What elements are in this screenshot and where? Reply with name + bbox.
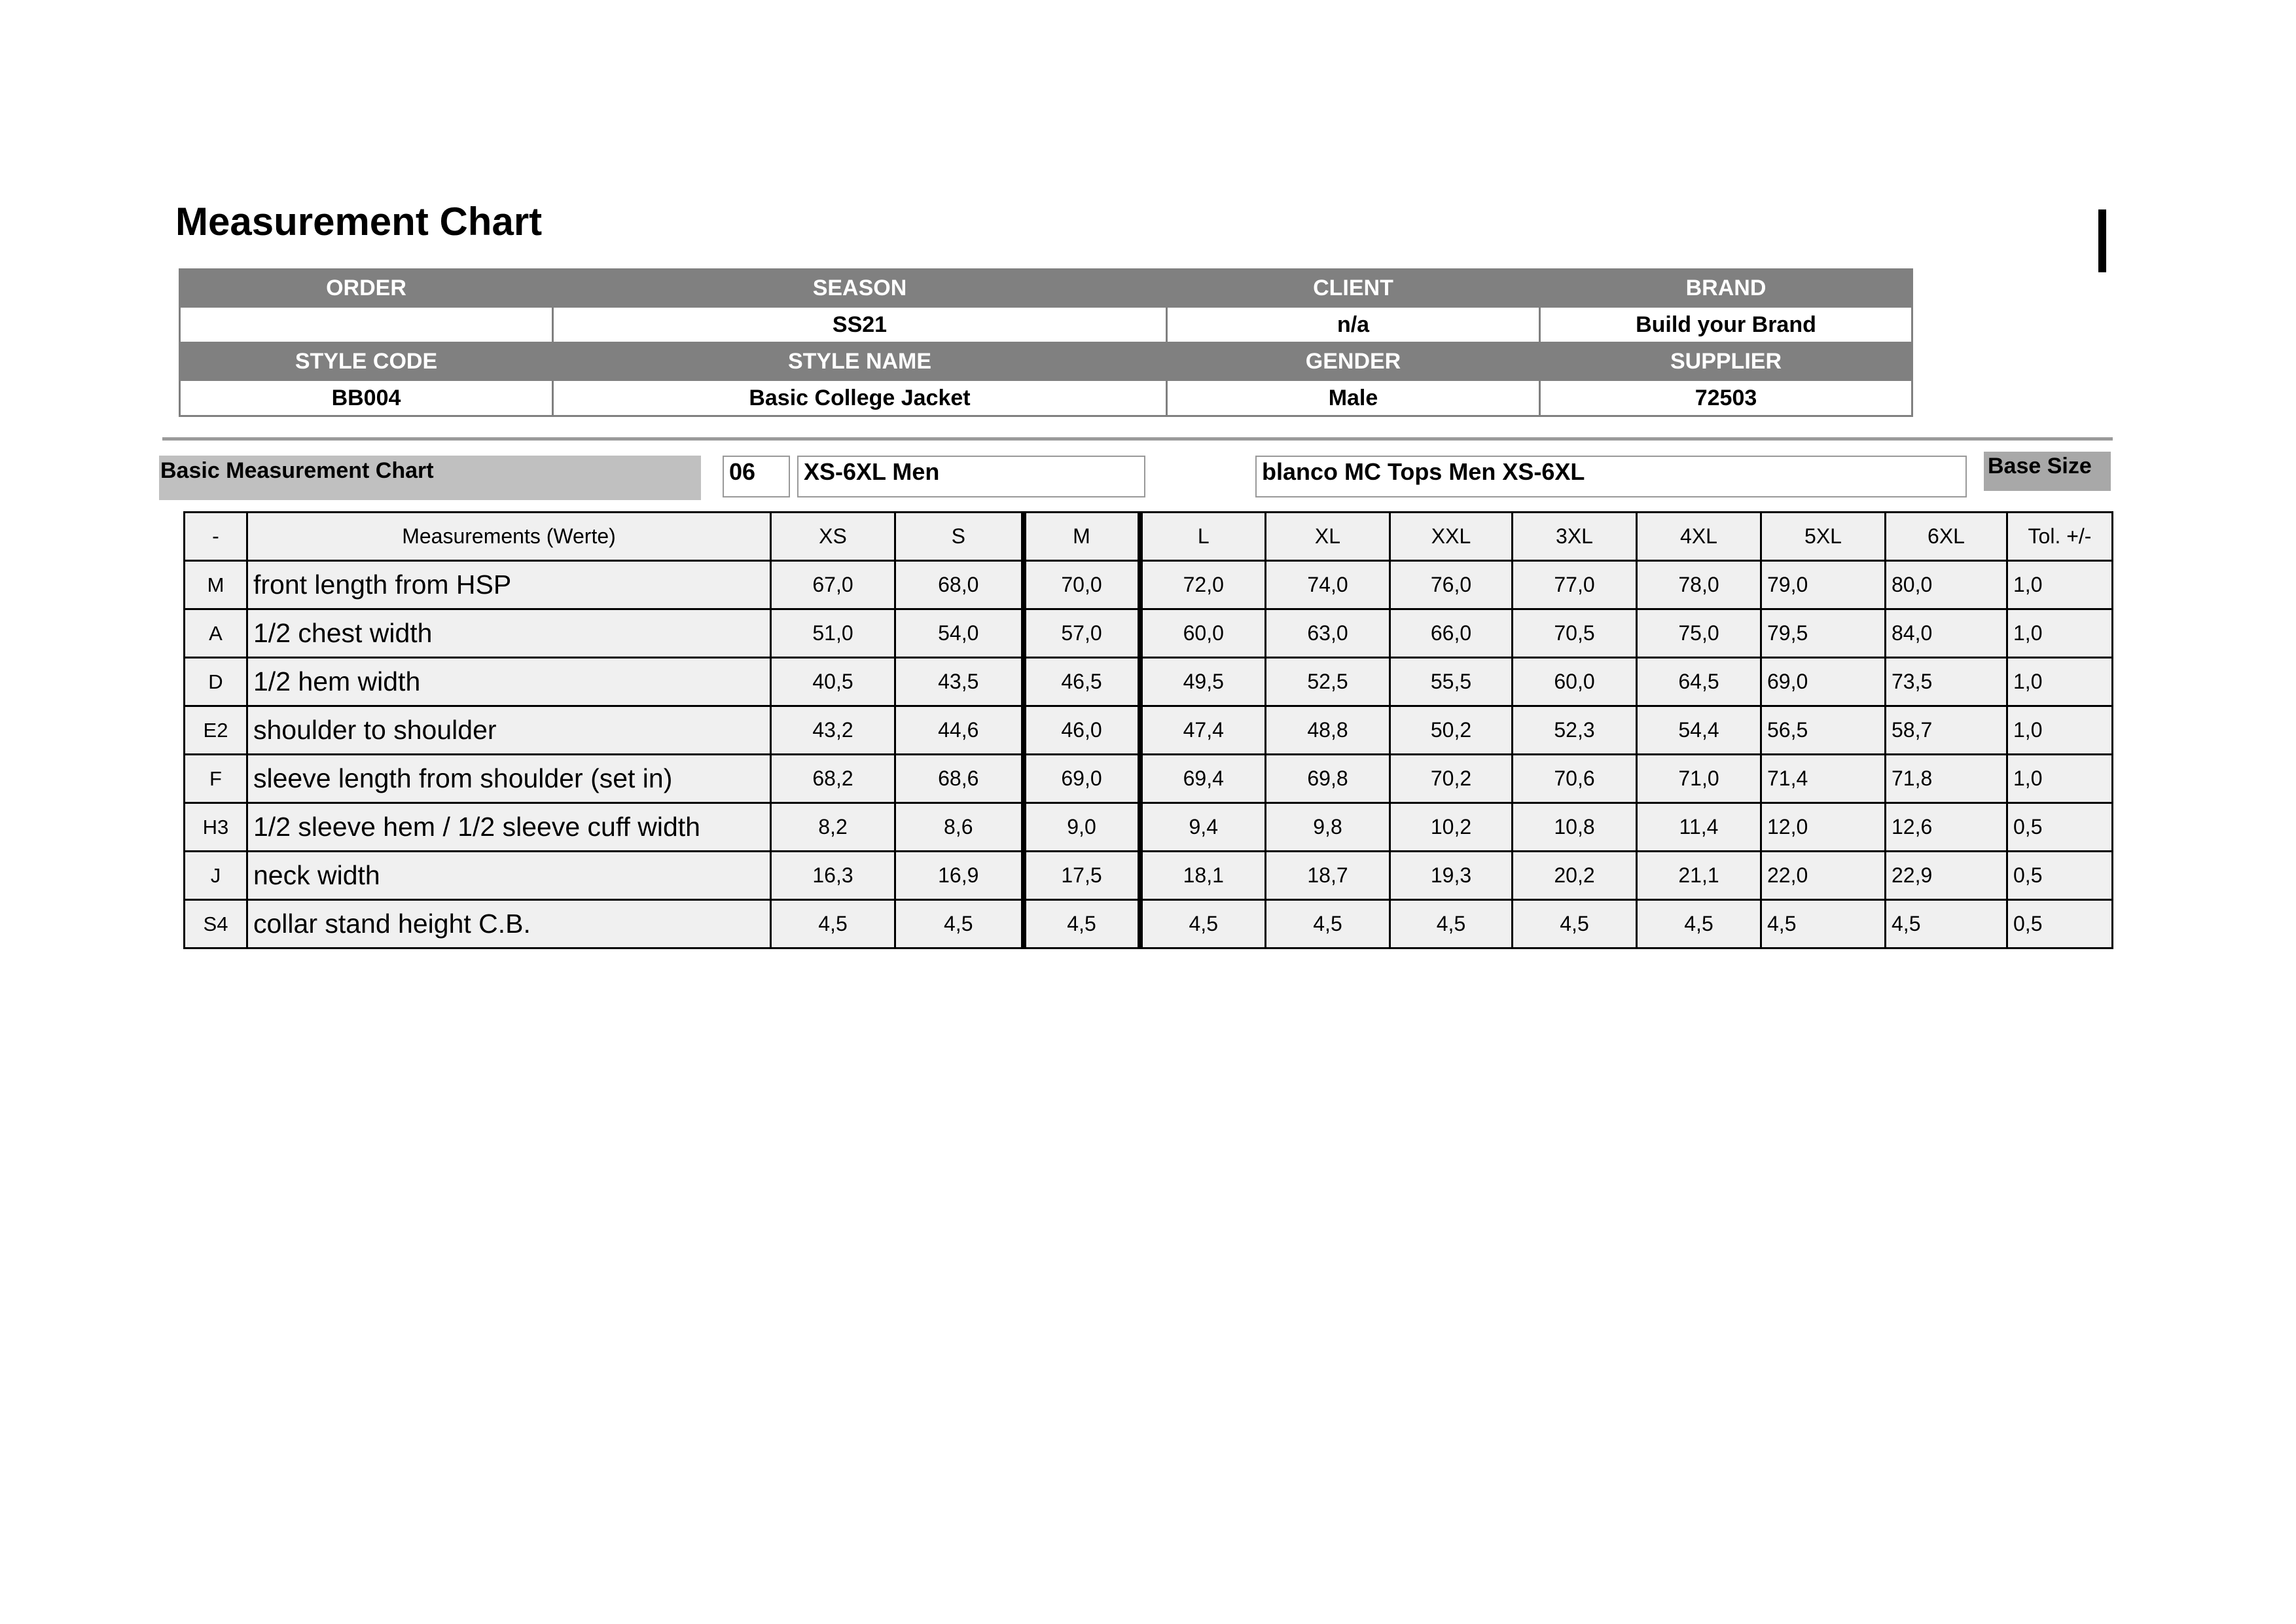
- col-header-xl: XL: [1266, 513, 1390, 561]
- info-header-style-code: STYLE CODE: [180, 343, 553, 380]
- cell-xl: 48,8: [1266, 706, 1390, 755]
- cell-6xl: 12,6: [1886, 803, 2007, 852]
- cell-l: 60,0: [1140, 609, 1266, 658]
- cell-4xl: 64,5: [1637, 658, 1761, 706]
- cell-xl: 74,0: [1266, 561, 1390, 609]
- col-header-4xl: 4XL: [1637, 513, 1761, 561]
- cell-s: 16,9: [895, 852, 1024, 900]
- cell-3xl: 60,0: [1513, 658, 1637, 706]
- info-header-gender: GENDER: [1167, 343, 1540, 380]
- cell-4xl: 54,4: [1637, 706, 1761, 755]
- info-value-row: [180, 380, 1912, 416]
- cell-6xl: 84,0: [1886, 609, 2007, 658]
- cell-l: 47,4: [1140, 706, 1266, 755]
- measurement-code: E2: [185, 706, 247, 755]
- cell-xs: 8,2: [771, 803, 895, 852]
- col-header-code: -: [185, 513, 247, 561]
- cell-xs: 51,0: [771, 609, 895, 658]
- cell-xxl: 55,5: [1390, 658, 1513, 706]
- cell-5xl: 79,0: [1761, 561, 1886, 609]
- cell-s: 4,5: [895, 900, 1024, 948]
- measurement-code: S4: [185, 900, 247, 948]
- measurement-code: D: [185, 658, 247, 706]
- corner-mark: [2098, 209, 2106, 272]
- cell-5xl: 79,5: [1761, 609, 1886, 658]
- measurement-code: F: [185, 755, 247, 803]
- cell-xl: 9,8: [1266, 803, 1390, 852]
- info-header-brand: BRAND: [1540, 270, 1912, 307]
- cell-s: 43,5: [895, 658, 1024, 706]
- cell-3xl: 70,5: [1513, 609, 1637, 658]
- size-code-field: 06: [723, 456, 790, 497]
- cell-m: 70,0: [1024, 561, 1140, 609]
- col-header-6xl: 6XL: [1886, 513, 2007, 561]
- measurement-header-row: [185, 513, 2113, 561]
- cell-l: 4,5: [1140, 900, 1266, 948]
- cell-5xl: 56,5: [1761, 706, 1886, 755]
- cell-s: 44,6: [895, 706, 1024, 755]
- table-row: [185, 803, 2113, 852]
- info-header-order: ORDER: [180, 270, 553, 307]
- info-value-gender: Male: [1167, 380, 1540, 416]
- cell-6xl: 80,0: [1886, 561, 2007, 609]
- page-title: Measurement Chart: [175, 200, 543, 244]
- cell-l: 9,4: [1140, 803, 1266, 852]
- info-header-row: [180, 343, 1912, 380]
- col-header-m: M: [1024, 513, 1140, 561]
- cell-xxl: 10,2: [1390, 803, 1513, 852]
- measurement-description: sleeve length from shoulder (set in): [247, 755, 771, 803]
- measurement-description: 1/2 chest width: [247, 609, 771, 658]
- cell-s: 8,6: [895, 803, 1024, 852]
- cell-5xl: 71,4: [1761, 755, 1886, 803]
- measurement-code: J: [185, 852, 247, 900]
- info-header-row: [180, 270, 1912, 307]
- cell-xxl: 19,3: [1390, 852, 1513, 900]
- info-header-style-name: STYLE NAME: [553, 343, 1167, 380]
- cell-xs: 4,5: [771, 900, 895, 948]
- info-value-client: n/a: [1167, 307, 1540, 343]
- size-range-field: XS-6XL Men: [797, 456, 1145, 497]
- cell-xl: 18,7: [1266, 852, 1390, 900]
- cell-3xl: 52,3: [1513, 706, 1637, 755]
- cell-6xl: 4,5: [1886, 900, 2007, 948]
- cell-4xl: 11,4: [1637, 803, 1761, 852]
- table-row: [185, 609, 2113, 658]
- cell-tolerance: 1,0: [2007, 755, 2113, 803]
- cell-4xl: 75,0: [1637, 609, 1761, 658]
- cell-tolerance: 0,5: [2007, 852, 2113, 900]
- measurement-code: A: [185, 609, 247, 658]
- table-row: [185, 658, 2113, 706]
- cell-m: 9,0: [1024, 803, 1140, 852]
- order-info-table: [179, 268, 1913, 417]
- cell-xxl: 50,2: [1390, 706, 1513, 755]
- col-header-xxl: XXL: [1390, 513, 1513, 561]
- measurement-description: front length from HSP: [247, 561, 771, 609]
- cell-tolerance: 1,0: [2007, 609, 2113, 658]
- cell-5xl: 22,0: [1761, 852, 1886, 900]
- cell-6xl: 71,8: [1886, 755, 2007, 803]
- measurement-description: 1/2 hem width: [247, 658, 771, 706]
- measurement-body: [185, 561, 2113, 948]
- cell-xxl: 76,0: [1390, 561, 1513, 609]
- cell-tolerance: 0,5: [2007, 900, 2113, 948]
- measurement-code: M: [185, 561, 247, 609]
- cell-s: 68,0: [895, 561, 1024, 609]
- cell-xs: 67,0: [771, 561, 895, 609]
- info-value-style-code: BB004: [180, 380, 553, 416]
- info-value-supplier: 72503: [1540, 380, 1912, 416]
- cell-xxl: 70,2: [1390, 755, 1513, 803]
- cell-xxl: 4,5: [1390, 900, 1513, 948]
- cell-l: 72,0: [1140, 561, 1266, 609]
- cell-xl: 63,0: [1266, 609, 1390, 658]
- table-row: [185, 706, 2113, 755]
- cell-s: 68,6: [895, 755, 1024, 803]
- cell-xxl: 66,0: [1390, 609, 1513, 658]
- cell-xl: 69,8: [1266, 755, 1390, 803]
- cell-tolerance: 0,5: [2007, 803, 2113, 852]
- cell-tolerance: 1,0: [2007, 658, 2113, 706]
- cell-xs: 40,5: [771, 658, 895, 706]
- cell-m: 46,5: [1024, 658, 1140, 706]
- cell-5xl: 12,0: [1761, 803, 1886, 852]
- cell-xs: 43,2: [771, 706, 895, 755]
- col-header-3xl: 3XL: [1513, 513, 1637, 561]
- cell-xs: 68,2: [771, 755, 895, 803]
- cell-l: 18,1: [1140, 852, 1266, 900]
- cell-tolerance: 1,0: [2007, 706, 2113, 755]
- cell-m: 17,5: [1024, 852, 1140, 900]
- measurement-code: H3: [185, 803, 247, 852]
- cell-tolerance: 1,0: [2007, 561, 2113, 609]
- info-value-row: [180, 307, 1912, 343]
- measurement-description: collar stand height C.B.: [247, 900, 771, 948]
- table-row: [185, 852, 2113, 900]
- cell-4xl: 4,5: [1637, 900, 1761, 948]
- cell-6xl: 22,9: [1886, 852, 2007, 900]
- cell-4xl: 71,0: [1637, 755, 1761, 803]
- info-value-brand: Build your Brand: [1540, 307, 1912, 343]
- cell-6xl: 58,7: [1886, 706, 2007, 755]
- info-header-client: CLIENT: [1167, 270, 1540, 307]
- cell-s: 54,0: [895, 609, 1024, 658]
- col-header-l: L: [1140, 513, 1266, 561]
- measurement-description: 1/2 sleeve hem / 1/2 sleeve cuff width: [247, 803, 771, 852]
- base-size-label: Base Size: [1984, 452, 2111, 491]
- table-row: [185, 561, 2113, 609]
- measurement-table: [183, 511, 2113, 949]
- cell-xs: 16,3: [771, 852, 895, 900]
- template-name-field: blanco MC Tops Men XS-6XL: [1255, 456, 1967, 497]
- cell-m: 46,0: [1024, 706, 1140, 755]
- cell-4xl: 78,0: [1637, 561, 1761, 609]
- cell-3xl: 20,2: [1513, 852, 1637, 900]
- info-value-style-name: Basic College Jacket: [553, 380, 1167, 416]
- measurement-description: neck width: [247, 852, 771, 900]
- info-header-season: SEASON: [553, 270, 1167, 307]
- cell-6xl: 73,5: [1886, 658, 2007, 706]
- chart-section-label: Basic Measurement Chart: [159, 456, 701, 500]
- cell-m: 4,5: [1024, 900, 1140, 948]
- cell-3xl: 4,5: [1513, 900, 1637, 948]
- cell-m: 57,0: [1024, 609, 1140, 658]
- cell-5xl: 4,5: [1761, 900, 1886, 948]
- cell-l: 69,4: [1140, 755, 1266, 803]
- cell-xl: 4,5: [1266, 900, 1390, 948]
- table-row: [185, 900, 2113, 948]
- section-divider: [162, 437, 2113, 441]
- col-header-5xl: 5XL: [1761, 513, 1886, 561]
- info-header-supplier: SUPPLIER: [1540, 343, 1912, 380]
- info-value-order: [180, 307, 553, 343]
- cell-m: 69,0: [1024, 755, 1140, 803]
- info-value-season: SS21: [553, 307, 1167, 343]
- col-header-measurements: Measurements (Werte): [247, 513, 771, 561]
- table-row: [185, 755, 2113, 803]
- measurement-description: shoulder to shoulder: [247, 706, 771, 755]
- cell-5xl: 69,0: [1761, 658, 1886, 706]
- col-header-s: S: [895, 513, 1024, 561]
- cell-3xl: 10,8: [1513, 803, 1637, 852]
- cell-4xl: 21,1: [1637, 852, 1761, 900]
- col-header-tolerance: Tol. +/-: [2007, 513, 2113, 561]
- cell-3xl: 77,0: [1513, 561, 1637, 609]
- cell-l: 49,5: [1140, 658, 1266, 706]
- col-header-xs: XS: [771, 513, 895, 561]
- cell-xl: 52,5: [1266, 658, 1390, 706]
- cell-3xl: 70,6: [1513, 755, 1637, 803]
